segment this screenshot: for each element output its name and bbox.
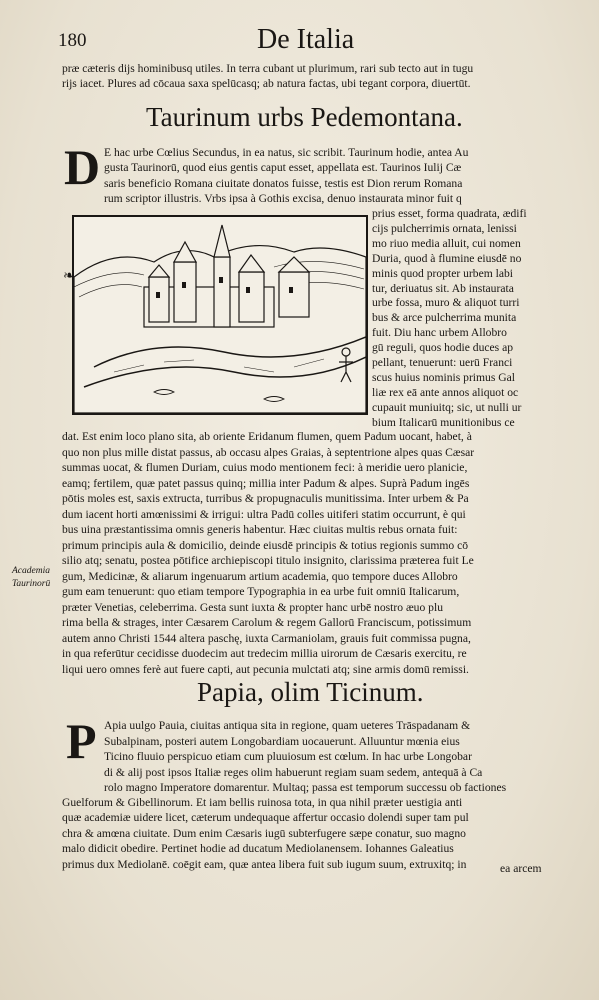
text-line: urbe fossa, muro & aliquot turri <box>372 296 520 310</box>
text-line: malo didicit obedire. Pertinet hodie ad ducatum Mediolanensem. Iohannes Galeatius <box>62 842 454 856</box>
text-line: silio atq; senatu, postea pōtifice archiepiscopi titulo insignito, clarissima præterea fuit Le <box>62 554 474 567</box>
text-line: chra & amœna ciuitate. Dum enim Cæsaris iugū subterfugere sæpe conatur, suo magno <box>62 826 466 840</box>
text-line: liqui uero omnes ferè aut fuere capti, aut pecunia mulctati atq; sine armis domū remissi. <box>62 662 469 676</box>
text-line: autem anno Christi 1544 altera paschę, iuxta Carmaniolam, grauis fuit commissa pugna, <box>62 631 471 645</box>
text-line: gusta Taurinorū, quod eius gentis caput esset, appellata est. Taurinos Iulij Cæ <box>104 161 462 175</box>
text-line: mo riuo media alluit, cui nomen <box>372 236 521 250</box>
ornament-icon: ❧ <box>63 269 75 284</box>
text-line: Ticino fluuio perspicuo etiam cum pluuiosum est cœlum. In hac urbe Longobar <box>104 750 472 763</box>
text-line: cijs pulcherrimis ornata, lenissi <box>372 221 517 235</box>
dropcap: P <box>66 713 97 769</box>
text-line: bus & arce pulcherrima munita <box>372 311 517 325</box>
catchword: ea arcem <box>500 862 542 875</box>
text-line: quo non plus mille distat passus, ab occasu alpes Graias, à septentrione alpes quas Cæsar <box>62 445 475 459</box>
text-line: tur, deriuatus sit. Ab instaurata <box>372 281 514 295</box>
woodcut-city-icon <box>74 217 366 413</box>
text-line: scus huius nominis primus Gal <box>372 370 515 384</box>
section-title: Papia, olim Ticinum. <box>197 677 424 707</box>
text-line: Apia uulgo Pauia, ciuitas antiqua sita in regione, quam ueteres Trāspadanam & <box>104 719 471 732</box>
text-line: rijs iacet. Plures ad cōcaua saxa spelūcasq; ab natura factas, ubi tegant corpora, diuertūt. <box>62 77 471 90</box>
text-line: dat. Est enim loco plano sita, ab oriente Eridanum flumen, quem Padum uocant, habet, à <box>62 430 472 443</box>
text-line: pellant, tenuerunt: uerū Franci <box>372 356 513 369</box>
text-line: Guelforum & Gibellinorum. Et iam bellis ruinosa tota, in qua nihil præter uestigia anti <box>62 796 463 809</box>
text-line: primum principis aula & domicilio, deinde eiusdē principis & totius regionis summo cō <box>62 538 469 552</box>
text-line: liæ rex eā ante annos aliquot oc <box>372 385 519 399</box>
section-title: Taurinum urbs Pedemontana. <box>146 102 463 132</box>
text-line: Subalpinam, posteri autem Longobardiam uocauerunt. Alluuntur mœnia eius <box>104 734 460 748</box>
text-line: in qua referūtur cecidisse duodecim aut tredecim millia uirorum de Cæsaris exercitu, re <box>62 647 467 660</box>
text-line: rum scriptor illustris. Vrbs ipsa à Gothis excisa, denuo instaurata minor fuit q <box>104 192 462 206</box>
text-line: gū reguli, quos hodie duces ap <box>372 341 514 355</box>
text-line: quæ academiæ uidere licet, cæterum undequaque affertur occasio dolendi super tam pul <box>62 811 469 825</box>
text-line: eamq; fertilem, quæ patet passus quinq; millia inter Padum & alpes. Suprà Padum ingēs <box>62 476 470 490</box>
text-line: minis quod propter urbem labi <box>372 266 514 280</box>
page-number: 180 <box>58 30 87 51</box>
text-line: bium Italicarū munitionibus ce <box>372 415 515 429</box>
text-line: E hac urbe Cœlius Secundus, in ea natus, sic scribit. Taurinum hodie, antea Au <box>104 146 469 159</box>
text-line: saris beneficio Romana ciuitate donatos fuisse, testis est Dion rerum Romana <box>104 176 463 190</box>
text-line: di & alij post ipsos Italiæ reges olim habuerunt regiam suam sedem, antequā à Ca <box>104 765 483 779</box>
text-line: fuit. Diu hanc urbem Allobro <box>372 326 507 340</box>
text-line: cupauit muniuitq; sic, ut nulli ur <box>372 400 522 414</box>
text-line: gum eam tenuerunt: quo etiam tempore Typographia in ea urbe fuit omniū Italicarum, <box>62 585 460 598</box>
margin-note: Taurinorū <box>12 579 51 589</box>
text-line: Duria, quod à flumine eiusdē no <box>372 251 522 265</box>
text-line: præter Venetias, celeberrima. Gesta sunt iuxta & propter hanc urbē nostro æuo plu <box>62 600 443 614</box>
text-line: rima bella & strages, inter Cæsarem Carolum & regem Gallorū Franciscum, potissimum <box>62 616 472 629</box>
text-line: præ cæteris dijs hominibusq utiles. In terra cubant ut plurimum, rari sub tecto aut in tugu <box>62 62 474 75</box>
text-line: prius esset, forma quadrata, ædifi <box>372 207 527 220</box>
text-line: dum iacent horti amœnissimi & irrigui: ultra Padū colles uitiferi statim occurrunt, è qui <box>62 507 466 521</box>
text-line: gum, Medicinæ, & aliarum ingenuarum artium academia, quo tempore duces Allobro <box>62 569 458 583</box>
text-line: pōtis moles est, saxis extructa, turribus & propugnaculis munitissima. Inter urbem & Pa <box>62 492 469 505</box>
running-title: De Italia <box>257 24 355 55</box>
dropcap: D <box>64 139 101 195</box>
text-line: rolo magno Imperatore domarentur. Multaq; passa est temporum successu ob factiones <box>104 781 507 794</box>
woodcut-city-illustration <box>72 215 368 415</box>
page-header <box>58 24 578 56</box>
text-line: summas uocat, & flumen Duriam, cuius modo mentionem feci: à meridie uero planicie, <box>62 461 468 474</box>
text-line: bus uina præstantissima omnis generis habentur. Hæc ciuitas multis rebus ornata fuit: <box>62 523 458 536</box>
text-line: primus dux Mediolanē. coēgit eam, quæ antea libera fuit sub iugum suum, extruxitq; in <box>62 857 467 871</box>
margin-note: Academia <box>12 566 50 576</box>
